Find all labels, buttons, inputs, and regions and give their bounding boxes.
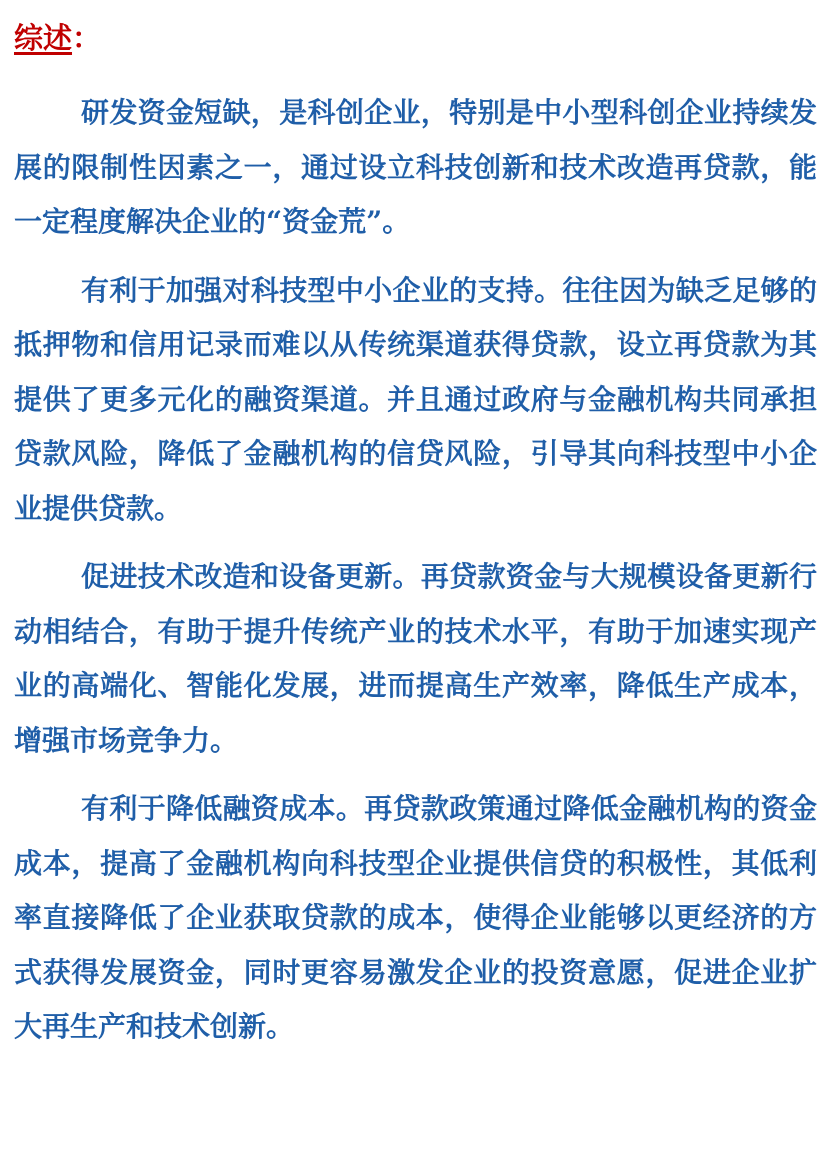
section-heading [14, 18, 101, 58]
section-heading-text: 综述 [14, 21, 73, 55]
paragraph-sme-support: 有利于加强对科技型中小企业的支持。往往因为缺乏足够的抵押物和信用记录而难以从传统渠道获得贷款，设立再贷款为其提供了更多元化的融资渠道。并且通过政府与金融机构共同承担贷款风险，降低了金融机构的信贷风险，引导其向科技型中小企业提供贷款。 [14, 273, 817, 525]
paragraph-equipment-upgrade: 促进技术改造和设备更新。再贷款资金与大规模设备更新行动相结合，有助于提升传统产业的技术水平，有助于加速实现产业的高端化、智能化发展，进而提高生产效率，降低生产成本，增强市场竞争力。 [14, 560, 817, 757]
paragraph-financing-cost: 有利于降低融资成本。再贷款政策通过降低金融机构的资金成本，提高了金融机构向科技型企业提供信贷的积极性，其低利率直接降低了企业获取贷款的成本，使得企业能够以更经济的方式获得发展资金，同时更容易激发企业的投资意愿，促进企业扩大再生产和技术创新。 [14, 792, 817, 1043]
section-heading-colon: ： [72, 21, 102, 55]
paragraph-funding-shortage: 研发资金短缺，是科创企业，特别是中小型科创企业持续发展的限制性因素之一，通过设立科技创新和技术改造再贷款，能一定程度解决企业的“资金荒”。 [14, 96, 817, 238]
document-body [14, 86, 817, 1055]
